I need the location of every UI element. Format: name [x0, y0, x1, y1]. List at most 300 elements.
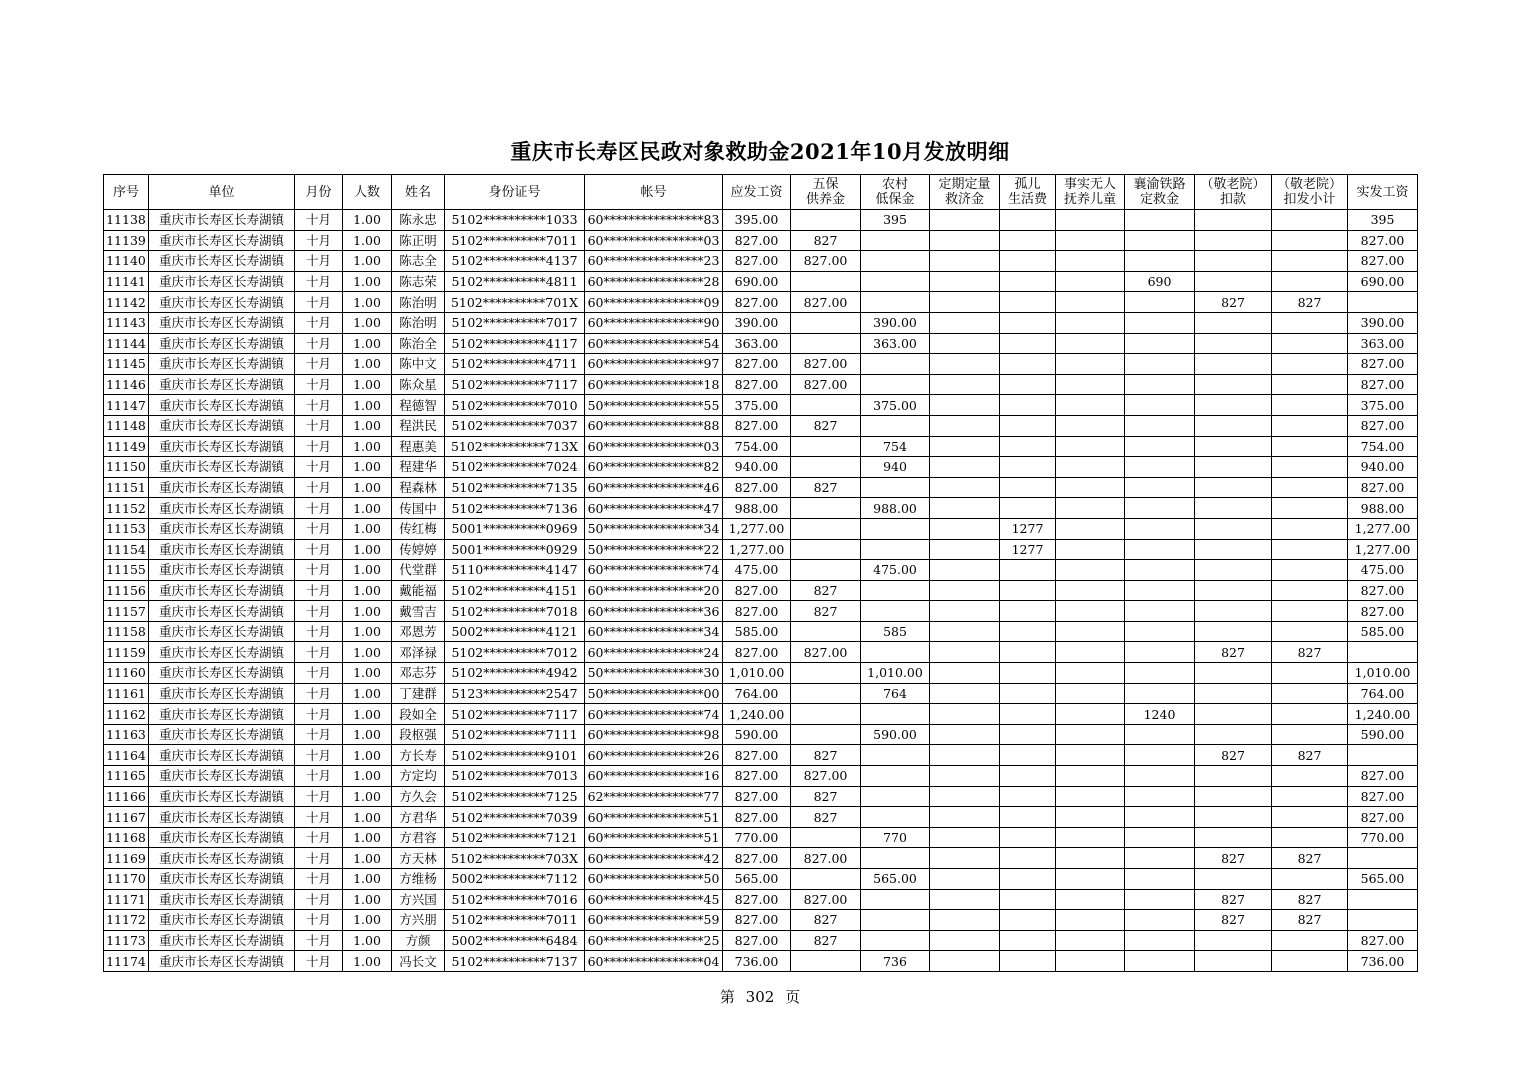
column-header: 五保 供养金	[791, 175, 861, 210]
table-cell: 1.00	[343, 539, 392, 560]
table-cell	[1056, 642, 1125, 663]
table-cell	[861, 910, 930, 931]
table-cell	[1272, 930, 1348, 951]
table-cell	[1000, 251, 1056, 272]
table-cell: 重庆市长寿区长寿湖镇	[149, 786, 295, 807]
table-cell	[1272, 560, 1348, 581]
table-cell	[1056, 889, 1125, 910]
table-cell: 5102**********7136	[445, 498, 585, 519]
table-cell	[1125, 415, 1195, 436]
table-row	[104, 930, 1418, 951]
table-cell	[1195, 251, 1272, 272]
table-cell	[1125, 210, 1195, 231]
table-cell: 988.00	[723, 498, 791, 519]
table-cell	[1056, 312, 1125, 333]
table-cell	[930, 251, 1000, 272]
table-cell	[930, 333, 1000, 354]
table-cell	[1195, 724, 1272, 745]
table-cell: 十月	[295, 539, 343, 560]
table-cell: 590.00	[1348, 724, 1418, 745]
column-header: 孤儿 生活费	[1000, 175, 1056, 210]
table-cell	[791, 869, 861, 890]
table-cell	[1056, 827, 1125, 848]
column-header: 定期定量 救济金	[930, 175, 1000, 210]
table-cell: 十月	[295, 910, 343, 931]
table-cell	[1056, 766, 1125, 787]
table-cell: 827.00	[1348, 580, 1418, 601]
table-cell: 827.00	[723, 251, 791, 272]
table-row	[104, 786, 1418, 807]
table-cell: 十月	[295, 745, 343, 766]
table-cell: 827.00	[1348, 766, 1418, 787]
table-cell: 1,010.00	[1348, 663, 1418, 684]
table-cell	[1195, 869, 1272, 890]
table-row	[104, 663, 1418, 684]
table-cell	[930, 683, 1000, 704]
table-cell: 11173	[104, 930, 149, 951]
table-cell	[1272, 827, 1348, 848]
column-header: 月份	[295, 175, 343, 210]
table-cell: 827	[791, 745, 861, 766]
table-cell	[1056, 539, 1125, 560]
table-cell	[1125, 580, 1195, 601]
table-cell: 827.00	[791, 766, 861, 787]
page-number	[0, 986, 1520, 1007]
table-cell	[1195, 477, 1272, 498]
page-title: 重庆市长寿区民政对象救助金2021年10月发放明细	[510, 139, 1010, 164]
table-row	[104, 374, 1418, 395]
table-cell: 1.00	[343, 766, 392, 787]
table-cell: 十月	[295, 436, 343, 457]
table-cell	[1125, 910, 1195, 931]
table-cell	[1000, 354, 1056, 375]
table-cell: 827.00	[723, 415, 791, 436]
table-cell	[1000, 210, 1056, 231]
table-cell: 60****************59	[585, 910, 723, 931]
table-cell: 827	[791, 601, 861, 622]
table-row	[104, 271, 1418, 292]
table-cell: 5102**********9101	[445, 745, 585, 766]
table-cell	[1000, 786, 1056, 807]
table-cell	[1195, 457, 1272, 478]
table-cell: 1.00	[343, 663, 392, 684]
table-cell: 十月	[295, 704, 343, 725]
table-cell: 1277	[1000, 518, 1056, 539]
table-cell: 827.00	[791, 251, 861, 272]
table-cell: 1.00	[343, 704, 392, 725]
table-cell: 5102**********7011	[445, 230, 585, 251]
table-cell: 827.00	[723, 910, 791, 931]
table-cell	[1056, 869, 1125, 890]
table-cell: 60****************74	[585, 704, 723, 725]
table-cell: 60****************26	[585, 745, 723, 766]
table-cell	[1000, 436, 1056, 457]
table-cell: 1.00	[343, 910, 392, 931]
table-cell: 1,277.00	[723, 539, 791, 560]
page-prefix: 第	[719, 988, 735, 1006]
table-cell: 十月	[295, 683, 343, 704]
table-cell	[1056, 910, 1125, 931]
table-cell: 827.00	[723, 292, 791, 313]
table-cell	[791, 827, 861, 848]
table-cell	[1195, 807, 1272, 828]
table-cell: 11140	[104, 251, 149, 272]
table-cell: 60****************51	[585, 827, 723, 848]
table-cell: 1.00	[343, 457, 392, 478]
table-cell: 1.00	[343, 560, 392, 581]
table-cell: 11151	[104, 477, 149, 498]
table-cell	[1056, 848, 1125, 869]
table-cell: 827.00	[1348, 354, 1418, 375]
table-cell	[1125, 498, 1195, 519]
table-cell	[1056, 704, 1125, 725]
table-cell: 827.00	[791, 848, 861, 869]
table-cell: 827.00	[723, 601, 791, 622]
table-cell	[1272, 683, 1348, 704]
table-cell	[1195, 395, 1272, 416]
table-cell	[1125, 436, 1195, 457]
table-cell: 5102**********7012	[445, 642, 585, 663]
table-cell: 827	[1195, 292, 1272, 313]
table-cell: 827.00	[723, 230, 791, 251]
table-cell	[1195, 415, 1272, 436]
table-cell: 陈永忠	[392, 210, 445, 231]
table-cell: 重庆市长寿区长寿湖镇	[149, 539, 295, 560]
table-cell	[1125, 374, 1195, 395]
table-cell	[1056, 374, 1125, 395]
table-cell: 827	[791, 477, 861, 498]
table-row	[104, 210, 1418, 231]
table-cell	[930, 498, 1000, 519]
table-cell	[1125, 518, 1195, 539]
table-cell: 十月	[295, 477, 343, 498]
table-cell: 1.00	[343, 230, 392, 251]
table-cell: 重庆市长寿区长寿湖镇	[149, 601, 295, 622]
table-cell	[791, 436, 861, 457]
table-cell	[1125, 312, 1195, 333]
table-cell: 方兴国	[392, 889, 445, 910]
table-row	[104, 477, 1418, 498]
table-cell	[861, 745, 930, 766]
table-cell: 1,277.00	[1348, 539, 1418, 560]
table-cell: 754.00	[723, 436, 791, 457]
table-row	[104, 601, 1418, 622]
table-cell: 1,240.00	[1348, 704, 1418, 725]
table-cell: 60****************20	[585, 580, 723, 601]
table-cell: 5002**********6484	[445, 930, 585, 951]
table-cell: 程德智	[392, 395, 445, 416]
table-cell: 重庆市长寿区长寿湖镇	[149, 621, 295, 642]
table-cell: 5102**********7039	[445, 807, 585, 828]
table-row	[104, 457, 1418, 478]
table-cell: 1.00	[343, 683, 392, 704]
table-cell	[1000, 766, 1056, 787]
table-cell	[1272, 457, 1348, 478]
table-cell: 11147	[104, 395, 149, 416]
table-cell: 1.00	[343, 848, 392, 869]
table-cell	[1195, 951, 1272, 972]
table-cell	[861, 889, 930, 910]
table-cell: 陈众星	[392, 374, 445, 395]
table-cell: 60****************46	[585, 477, 723, 498]
table-cell: 827.00	[723, 477, 791, 498]
table-cell: 375.00	[861, 395, 930, 416]
table-cell: 十月	[295, 848, 343, 869]
table-cell: 十月	[295, 395, 343, 416]
table-cell: 5102**********4151	[445, 580, 585, 601]
table-cell: 390.00	[861, 312, 930, 333]
table-cell: 940.00	[723, 457, 791, 478]
table-cell	[1000, 745, 1056, 766]
table-cell: 50****************55	[585, 395, 723, 416]
table-cell	[1272, 498, 1348, 519]
table-cell	[1195, 230, 1272, 251]
table-cell: 60****************04	[585, 951, 723, 972]
table-cell: 重庆市长寿区长寿湖镇	[149, 766, 295, 787]
table-row	[104, 580, 1418, 601]
table-cell: 827	[1195, 745, 1272, 766]
table-cell: 5102**********7121	[445, 827, 585, 848]
table-cell: 375.00	[1348, 395, 1418, 416]
table-cell	[861, 580, 930, 601]
table-cell: 5002**********7112	[445, 869, 585, 890]
table-cell: 11153	[104, 518, 149, 539]
table-cell	[1125, 560, 1195, 581]
table-cell	[1195, 271, 1272, 292]
table-cell: 1.00	[343, 642, 392, 663]
table-cell	[1195, 560, 1272, 581]
table-row	[104, 745, 1418, 766]
table-cell: 重庆市长寿区长寿湖镇	[149, 807, 295, 828]
table-cell	[861, 415, 930, 436]
table-cell: 827	[1195, 642, 1272, 663]
table-cell: 60****************47	[585, 498, 723, 519]
table-cell	[1272, 518, 1348, 539]
table-row	[104, 889, 1418, 910]
table-cell: 60****************25	[585, 930, 723, 951]
table-cell: 764	[861, 683, 930, 704]
table-cell: 5102**********701X	[445, 292, 585, 313]
table-cell: 十月	[295, 869, 343, 890]
table-cell: 827.00	[1348, 477, 1418, 498]
table-cell	[1272, 580, 1348, 601]
table-cell: 重庆市长寿区长寿湖镇	[149, 251, 295, 272]
table-cell	[1125, 477, 1195, 498]
table-cell: 11155	[104, 560, 149, 581]
table-cell: 940.00	[1348, 457, 1418, 478]
table-cell	[1056, 663, 1125, 684]
table-cell	[930, 312, 1000, 333]
table-cell: 827	[1272, 910, 1348, 931]
table-cell	[930, 354, 1000, 375]
table-cell: 重庆市长寿区长寿湖镇	[149, 663, 295, 684]
table-row	[104, 704, 1418, 725]
table-cell: 重庆市长寿区长寿湖镇	[149, 457, 295, 478]
table-cell	[1195, 374, 1272, 395]
table-cell: 395	[1348, 210, 1418, 231]
table-cell	[1272, 724, 1348, 745]
table-cell	[791, 724, 861, 745]
table-cell	[791, 518, 861, 539]
table-cell: 5102**********703X	[445, 848, 585, 869]
table-cell	[861, 704, 930, 725]
table-cell: 重庆市长寿区长寿湖镇	[149, 210, 295, 231]
table-cell	[1056, 621, 1125, 642]
table-cell: 十月	[295, 312, 343, 333]
table-cell: 方君华	[392, 807, 445, 828]
table-cell: 585.00	[723, 621, 791, 642]
table-cell: 60****************50	[585, 869, 723, 890]
table-cell: 1.00	[343, 807, 392, 828]
table-cell	[1125, 333, 1195, 354]
table-cell: 827.00	[723, 374, 791, 395]
table-cell: 1.00	[343, 251, 392, 272]
table-cell: 363.00	[723, 333, 791, 354]
table-row	[104, 415, 1418, 436]
table-cell: 62****************77	[585, 786, 723, 807]
table-cell	[791, 704, 861, 725]
table-cell: 11141	[104, 271, 149, 292]
table-cell	[861, 642, 930, 663]
table-cell	[1000, 333, 1056, 354]
table-cell	[1056, 930, 1125, 951]
table-cell	[1195, 498, 1272, 519]
table-cell: 1,277.00	[723, 518, 791, 539]
table-cell: 重庆市长寿区长寿湖镇	[149, 889, 295, 910]
table-cell: 827.00	[723, 848, 791, 869]
table-cell: 11172	[104, 910, 149, 931]
table-cell	[1125, 683, 1195, 704]
table-cell: 5001**********0929	[445, 539, 585, 560]
table-cell	[930, 210, 1000, 231]
table-cell	[930, 415, 1000, 436]
table-cell: 770.00	[723, 827, 791, 848]
table-cell: 827.00	[1348, 807, 1418, 828]
table-cell: 5102**********7017	[445, 312, 585, 333]
table-header-row	[104, 175, 1418, 210]
table-cell	[930, 230, 1000, 251]
table-row	[104, 951, 1418, 972]
table-cell: 988.00	[1348, 498, 1418, 519]
table-cell	[1000, 560, 1056, 581]
table-cell	[1056, 807, 1125, 828]
table-cell: 60****************74	[585, 560, 723, 581]
table-cell	[930, 560, 1000, 581]
table-cell	[1272, 374, 1348, 395]
table-cell	[1000, 580, 1056, 601]
table-cell: 5110**********4147	[445, 560, 585, 581]
table-cell: 11170	[104, 869, 149, 890]
table-cell: 475.00	[723, 560, 791, 581]
table-cell: 1.00	[343, 580, 392, 601]
table-cell: 11154	[104, 539, 149, 560]
table-cell: 重庆市长寿区长寿湖镇	[149, 951, 295, 972]
table-cell: 690.00	[723, 271, 791, 292]
table-cell: 11139	[104, 230, 149, 251]
table-cell	[1272, 869, 1348, 890]
table-cell	[1195, 663, 1272, 684]
table-body	[104, 210, 1418, 972]
table-cell: 764.00	[723, 683, 791, 704]
table-cell: 十月	[295, 230, 343, 251]
table-cell	[930, 704, 1000, 725]
table-cell: 827	[791, 230, 861, 251]
table-cell	[1000, 621, 1056, 642]
table-cell: 827	[1272, 889, 1348, 910]
table-cell: 重庆市长寿区长寿湖镇	[149, 230, 295, 251]
table-cell	[930, 539, 1000, 560]
table-cell: 827	[791, 786, 861, 807]
table-cell	[1125, 724, 1195, 745]
table-cell: 5102**********7117	[445, 704, 585, 725]
table-cell: 475.00	[1348, 560, 1418, 581]
table-cell: 60****************28	[585, 271, 723, 292]
table-cell	[1195, 580, 1272, 601]
table-cell: 5001**********0969	[445, 518, 585, 539]
table-cell	[1125, 539, 1195, 560]
relief-fund-table	[103, 174, 1418, 972]
table-cell: 重庆市长寿区长寿湖镇	[149, 477, 295, 498]
table-cell	[1000, 271, 1056, 292]
table-cell: 690.00	[1348, 271, 1418, 292]
table-cell	[791, 951, 861, 972]
table-cell: 段枢强	[392, 724, 445, 745]
table-cell: 1240	[1125, 704, 1195, 725]
table-cell	[1348, 292, 1418, 313]
table-cell: 11152	[104, 498, 149, 519]
table-cell	[861, 518, 930, 539]
table-cell: 827.00	[723, 354, 791, 375]
table-cell: 11138	[104, 210, 149, 231]
table-cell	[1272, 312, 1348, 333]
table-cell: 1.00	[343, 930, 392, 951]
table-cell	[1125, 930, 1195, 951]
table-cell	[1056, 498, 1125, 519]
table-row	[104, 539, 1418, 560]
table-cell	[930, 601, 1000, 622]
table-cell	[930, 827, 1000, 848]
table-cell: 5102**********7013	[445, 766, 585, 787]
table-cell	[930, 642, 1000, 663]
table-row	[104, 292, 1418, 313]
table-cell	[1056, 333, 1125, 354]
table-cell	[1000, 395, 1056, 416]
table-cell: 5102**********7125	[445, 786, 585, 807]
table-cell: 827	[791, 580, 861, 601]
table-cell: 5102**********713X	[445, 436, 585, 457]
table-row	[104, 683, 1418, 704]
table-cell: 827	[1272, 292, 1348, 313]
table-cell: 1.00	[343, 786, 392, 807]
table-cell: 60****************18	[585, 374, 723, 395]
table-cell: 重庆市长寿区长寿湖镇	[149, 354, 295, 375]
table-cell: 60****************82	[585, 457, 723, 478]
table-cell	[930, 807, 1000, 828]
table-cell	[930, 930, 1000, 951]
table-cell: 重庆市长寿区长寿湖镇	[149, 292, 295, 313]
table-cell: 11166	[104, 786, 149, 807]
table-cell: 827.00	[791, 889, 861, 910]
table-cell	[791, 498, 861, 519]
table-cell: 十月	[295, 580, 343, 601]
table-cell	[791, 333, 861, 354]
table-cell	[1195, 621, 1272, 642]
table-cell	[930, 951, 1000, 972]
table-cell: 十月	[295, 354, 343, 375]
table-cell: 方长寿	[392, 745, 445, 766]
table-row	[104, 724, 1418, 745]
page-suffix: 页	[785, 988, 801, 1006]
